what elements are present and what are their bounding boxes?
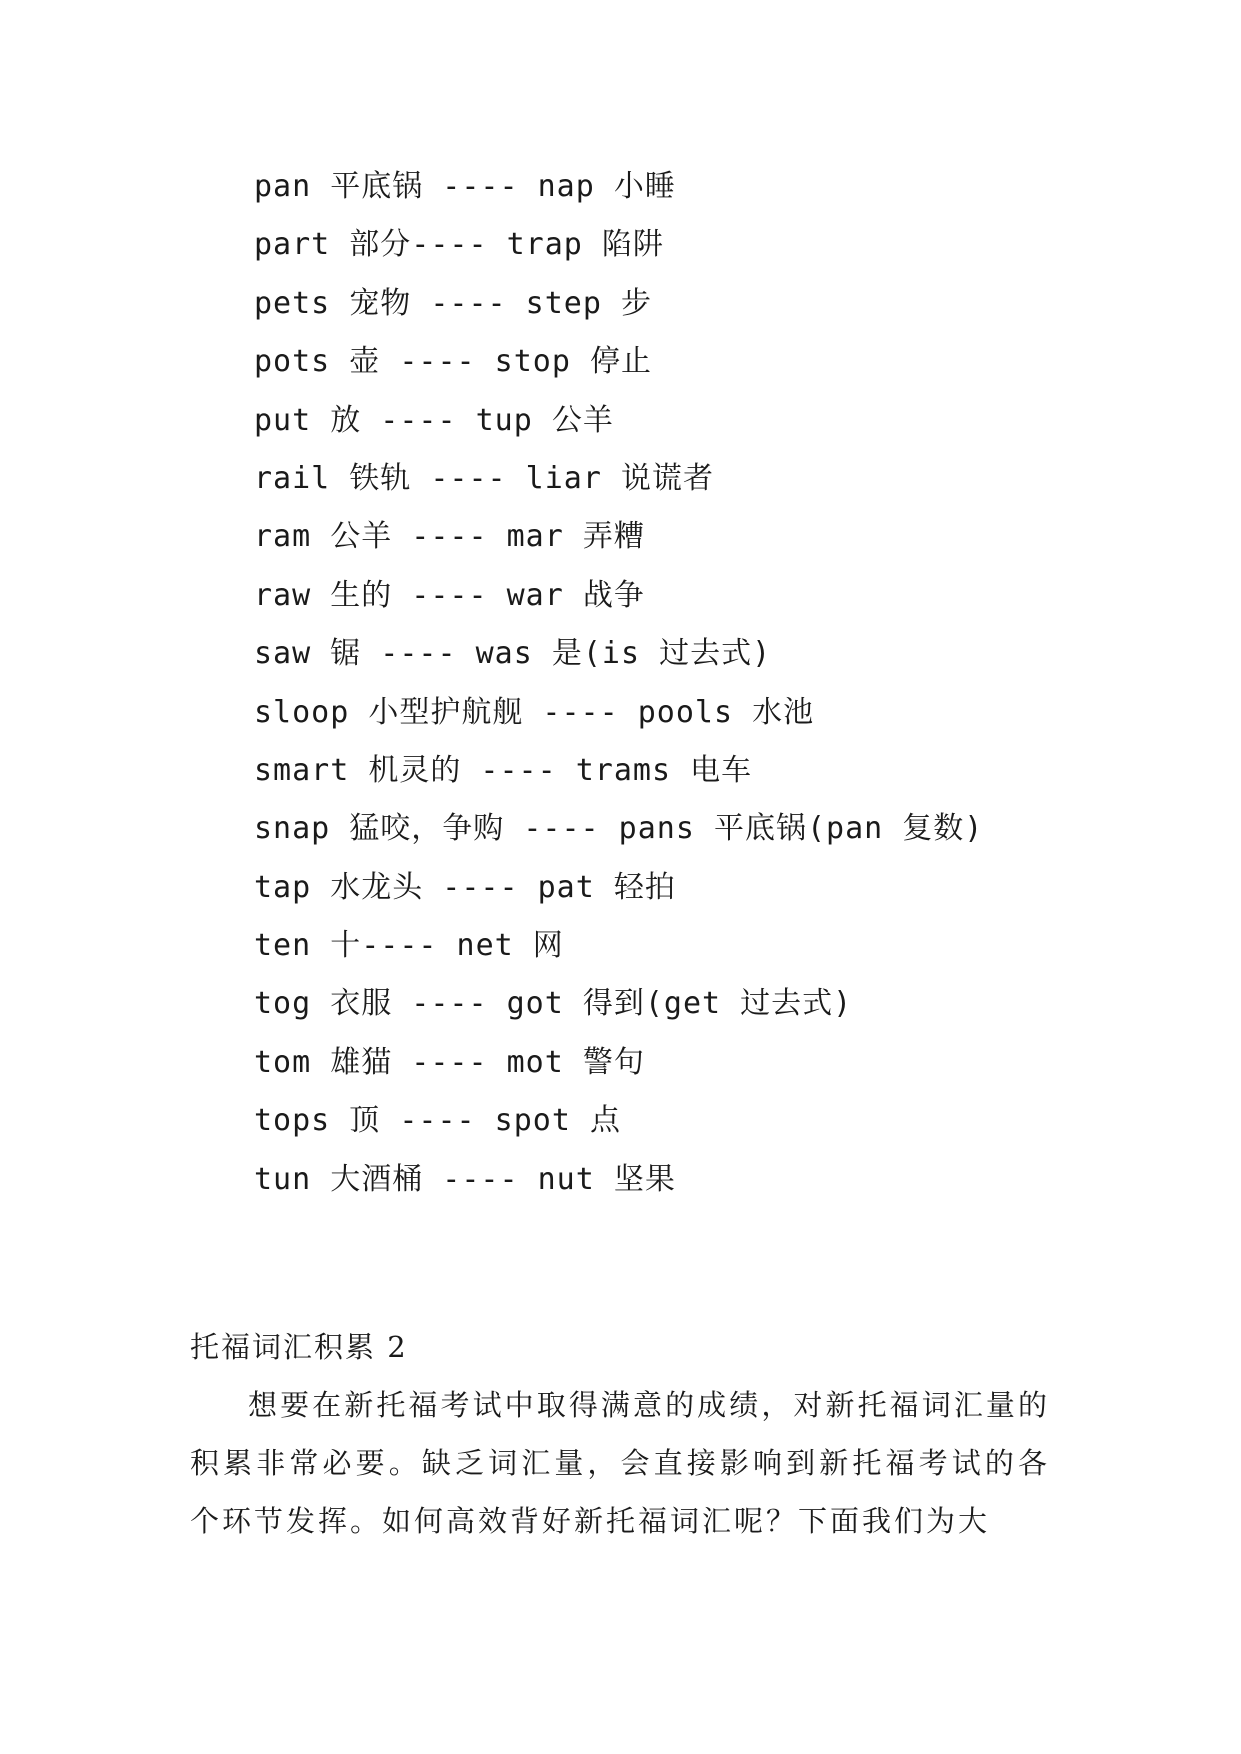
- word-pair: pets 宠物 ---- step 步: [254, 285, 652, 321]
- word-pair: smart 机灵的 ---- trams 电车: [254, 752, 753, 788]
- word-pair: snap 猛咬，争购 ---- pans 平底锅(pan 复数): [254, 811, 984, 847]
- word-pair: tap 水龙头 ---- pat 轻拍: [254, 869, 676, 905]
- word-pair: pots 壶 ---- stop 停止: [254, 344, 652, 380]
- word-pair: tom 雄猫 ---- mot 警句: [254, 1044, 645, 1080]
- word-pair: part 部分---- trap 陷阱: [254, 227, 664, 263]
- word-pair: ram 公羊 ---- mar 弄糟: [254, 519, 645, 555]
- word-pair: raw 生的 ---- war 战争: [254, 577, 645, 613]
- word-pair: saw 锯 ---- was 是(is 过去式): [254, 636, 772, 672]
- word-pair: put 放 ---- tup 公羊: [254, 402, 614, 438]
- section: [190, 1318, 1050, 1550]
- word-pair: rail 铁轨 ---- liar 说谎者: [254, 460, 714, 496]
- word-pair: ten 十---- net 网: [254, 928, 564, 964]
- section-body-paragraph: 想要在新托福考试中取得满意的成绩，对新托福词汇量的积累非常必要。缺乏词汇量，会直接影响到新托福考试的各个环节发挥。如何高效背好新托福词汇呢？下面我们为大: [190, 1388, 1050, 1538]
- word-pair: sloop 小型护航舰 ---- pools 水池: [254, 694, 815, 730]
- word-pair: tun 大酒桶 ---- nut 坚果: [254, 1161, 676, 1197]
- word-pair-list: [254, 158, 983, 1209]
- word-pair: tops 顶 ---- spot 点: [254, 1103, 621, 1139]
- word-pair: tog 衣服 ---- got 得到(get 过去式): [254, 986, 853, 1022]
- section-title: 托福词汇积累 2: [190, 1330, 408, 1364]
- word-pair: pan 平底锅 ---- nap 小睡: [254, 169, 676, 204]
